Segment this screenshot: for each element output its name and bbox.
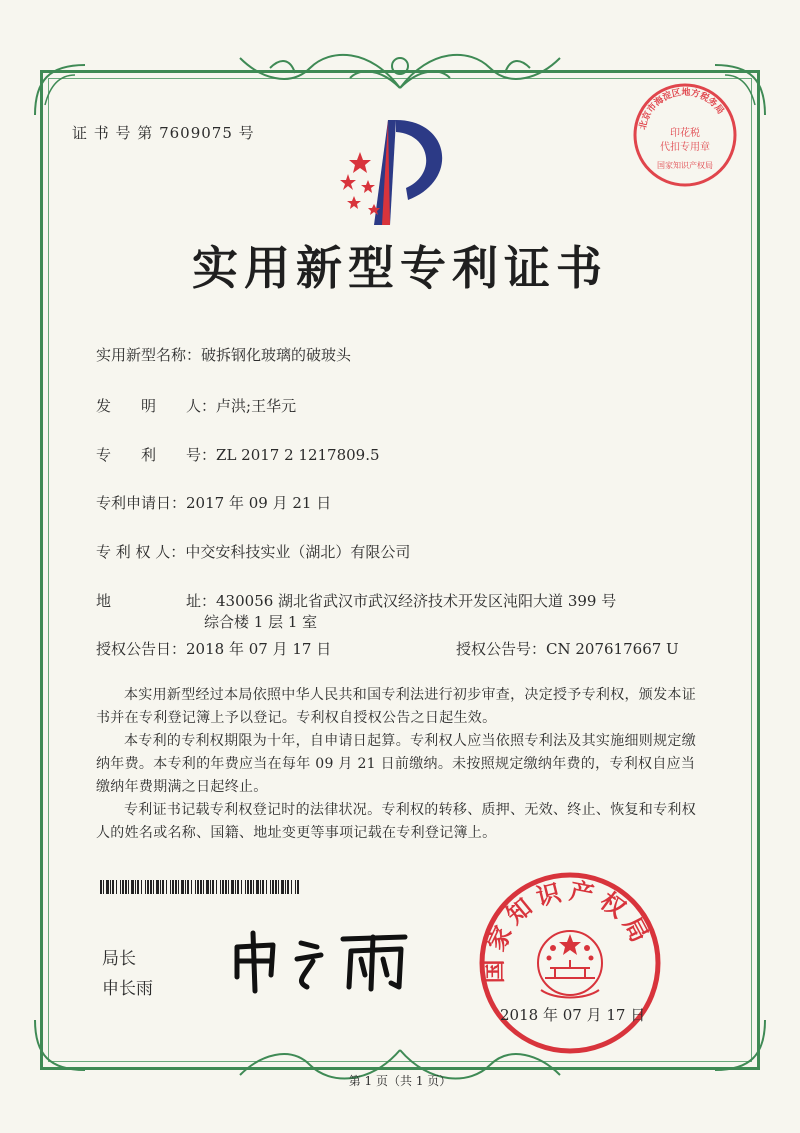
patent-number-value: ZL 2017 2 1217809.5 — [216, 446, 380, 464]
seal-date: 2018 年 07 月 17 日 — [500, 1006, 646, 1024]
chief-name: 申长雨 — [102, 979, 153, 999]
statement-paragraph-2: 本专利的专利权期限为十年，自申请日起算。专利权人应当依照专利法及其实施细则规定缴纳年费。本专利的年费应当在每年 09 月 21 日前缴纳。未按照规定缴纳年费的，专利权自应当缴纳年费期满之日起终止。 — [96, 733, 696, 795]
field-grant-number — [456, 638, 679, 659]
certificate-title: 实用新型专利证书 — [192, 241, 608, 295]
grant-number-value: CN 207617667 U — [546, 640, 679, 658]
patent-office-logo — [330, 110, 470, 230]
filing-date-label: 专利申请日： — [96, 494, 187, 512]
tax-seal-line1: 印花税 — [670, 128, 700, 139]
grant-date-value: 2018 年 07 月 17 日 — [186, 640, 332, 658]
address-label: 地 址： — [96, 592, 217, 610]
utility-model-name-label: 实用新型名称： — [96, 346, 202, 364]
big-seal-text: 国家知识产权局 — [479, 876, 657, 984]
page-number: 第 1 页（共 1 页） — [348, 1074, 452, 1088]
field-inventor — [96, 395, 296, 416]
corner-ornament-tl — [30, 60, 90, 120]
patent-number-label: 专 利 号： — [96, 446, 217, 464]
national-ip-office-seal — [475, 868, 665, 1058]
patentee-label: 专 利 权 人： — [96, 543, 186, 561]
statement-paragraph-3: 专利证书记载专利权登记时的法律状况。专利权的转移、质押、无效、终止、恢复和专利权人的姓名或名称、国籍、地址变更等事项记载在专利登记簿上。 — [96, 802, 696, 841]
chief-title: 局长 — [102, 949, 136, 969]
corner-ornament-bl — [30, 1015, 90, 1075]
inventor-label: 发 明 人： — [96, 397, 217, 415]
statement-paragraph-1: 本实用新型经过本局依照中华人民共和国专利法进行初步审查，决定授予专利权，颁发本证书并在专利登记簿上予以登记。专利权自授权公告之日起生效。 — [96, 687, 696, 726]
filing-date-value: 2017 年 09 月 21 日 — [186, 494, 332, 512]
chief-signature — [225, 925, 425, 995]
corner-ornament-br — [710, 1015, 770, 1075]
utility-model-name-value: 破拆钢化玻璃的破玻头 — [201, 346, 352, 364]
field-utility-model-name — [96, 344, 351, 365]
field-address — [96, 590, 616, 611]
patentee-value: 中交安科技实业（湖北）有限公司 — [185, 543, 411, 561]
tax-seal-bottom-text: 国家知识产权局 — [657, 161, 713, 170]
top-ornament — [230, 38, 570, 98]
tax-seal-line2: 代扣专用章 — [660, 142, 710, 153]
address-line1: 430056 湖北省武汉市武汉经济技术开发区沌阳大道 399 号 — [216, 592, 617, 610]
barcode — [100, 880, 300, 894]
grant-number-label: 授权公告号： — [456, 640, 547, 658]
tax-stamp-seal — [630, 80, 740, 190]
tax-seal-outer-text: 北京市海淀区地方税务局 — [638, 87, 726, 131]
field-patent-number — [96, 444, 380, 465]
grant-date-label: 授权公告日： — [96, 640, 187, 658]
field-filing-date — [96, 492, 331, 513]
field-grant-date — [96, 638, 331, 659]
inventor-value: 卢洪;王华元 — [216, 397, 297, 415]
address-line2: 综合楼 1 层 1 室 — [204, 613, 318, 631]
field-patentee — [96, 541, 410, 562]
certificate-number: 证 书 号 第 7609075 号 — [72, 124, 255, 142]
